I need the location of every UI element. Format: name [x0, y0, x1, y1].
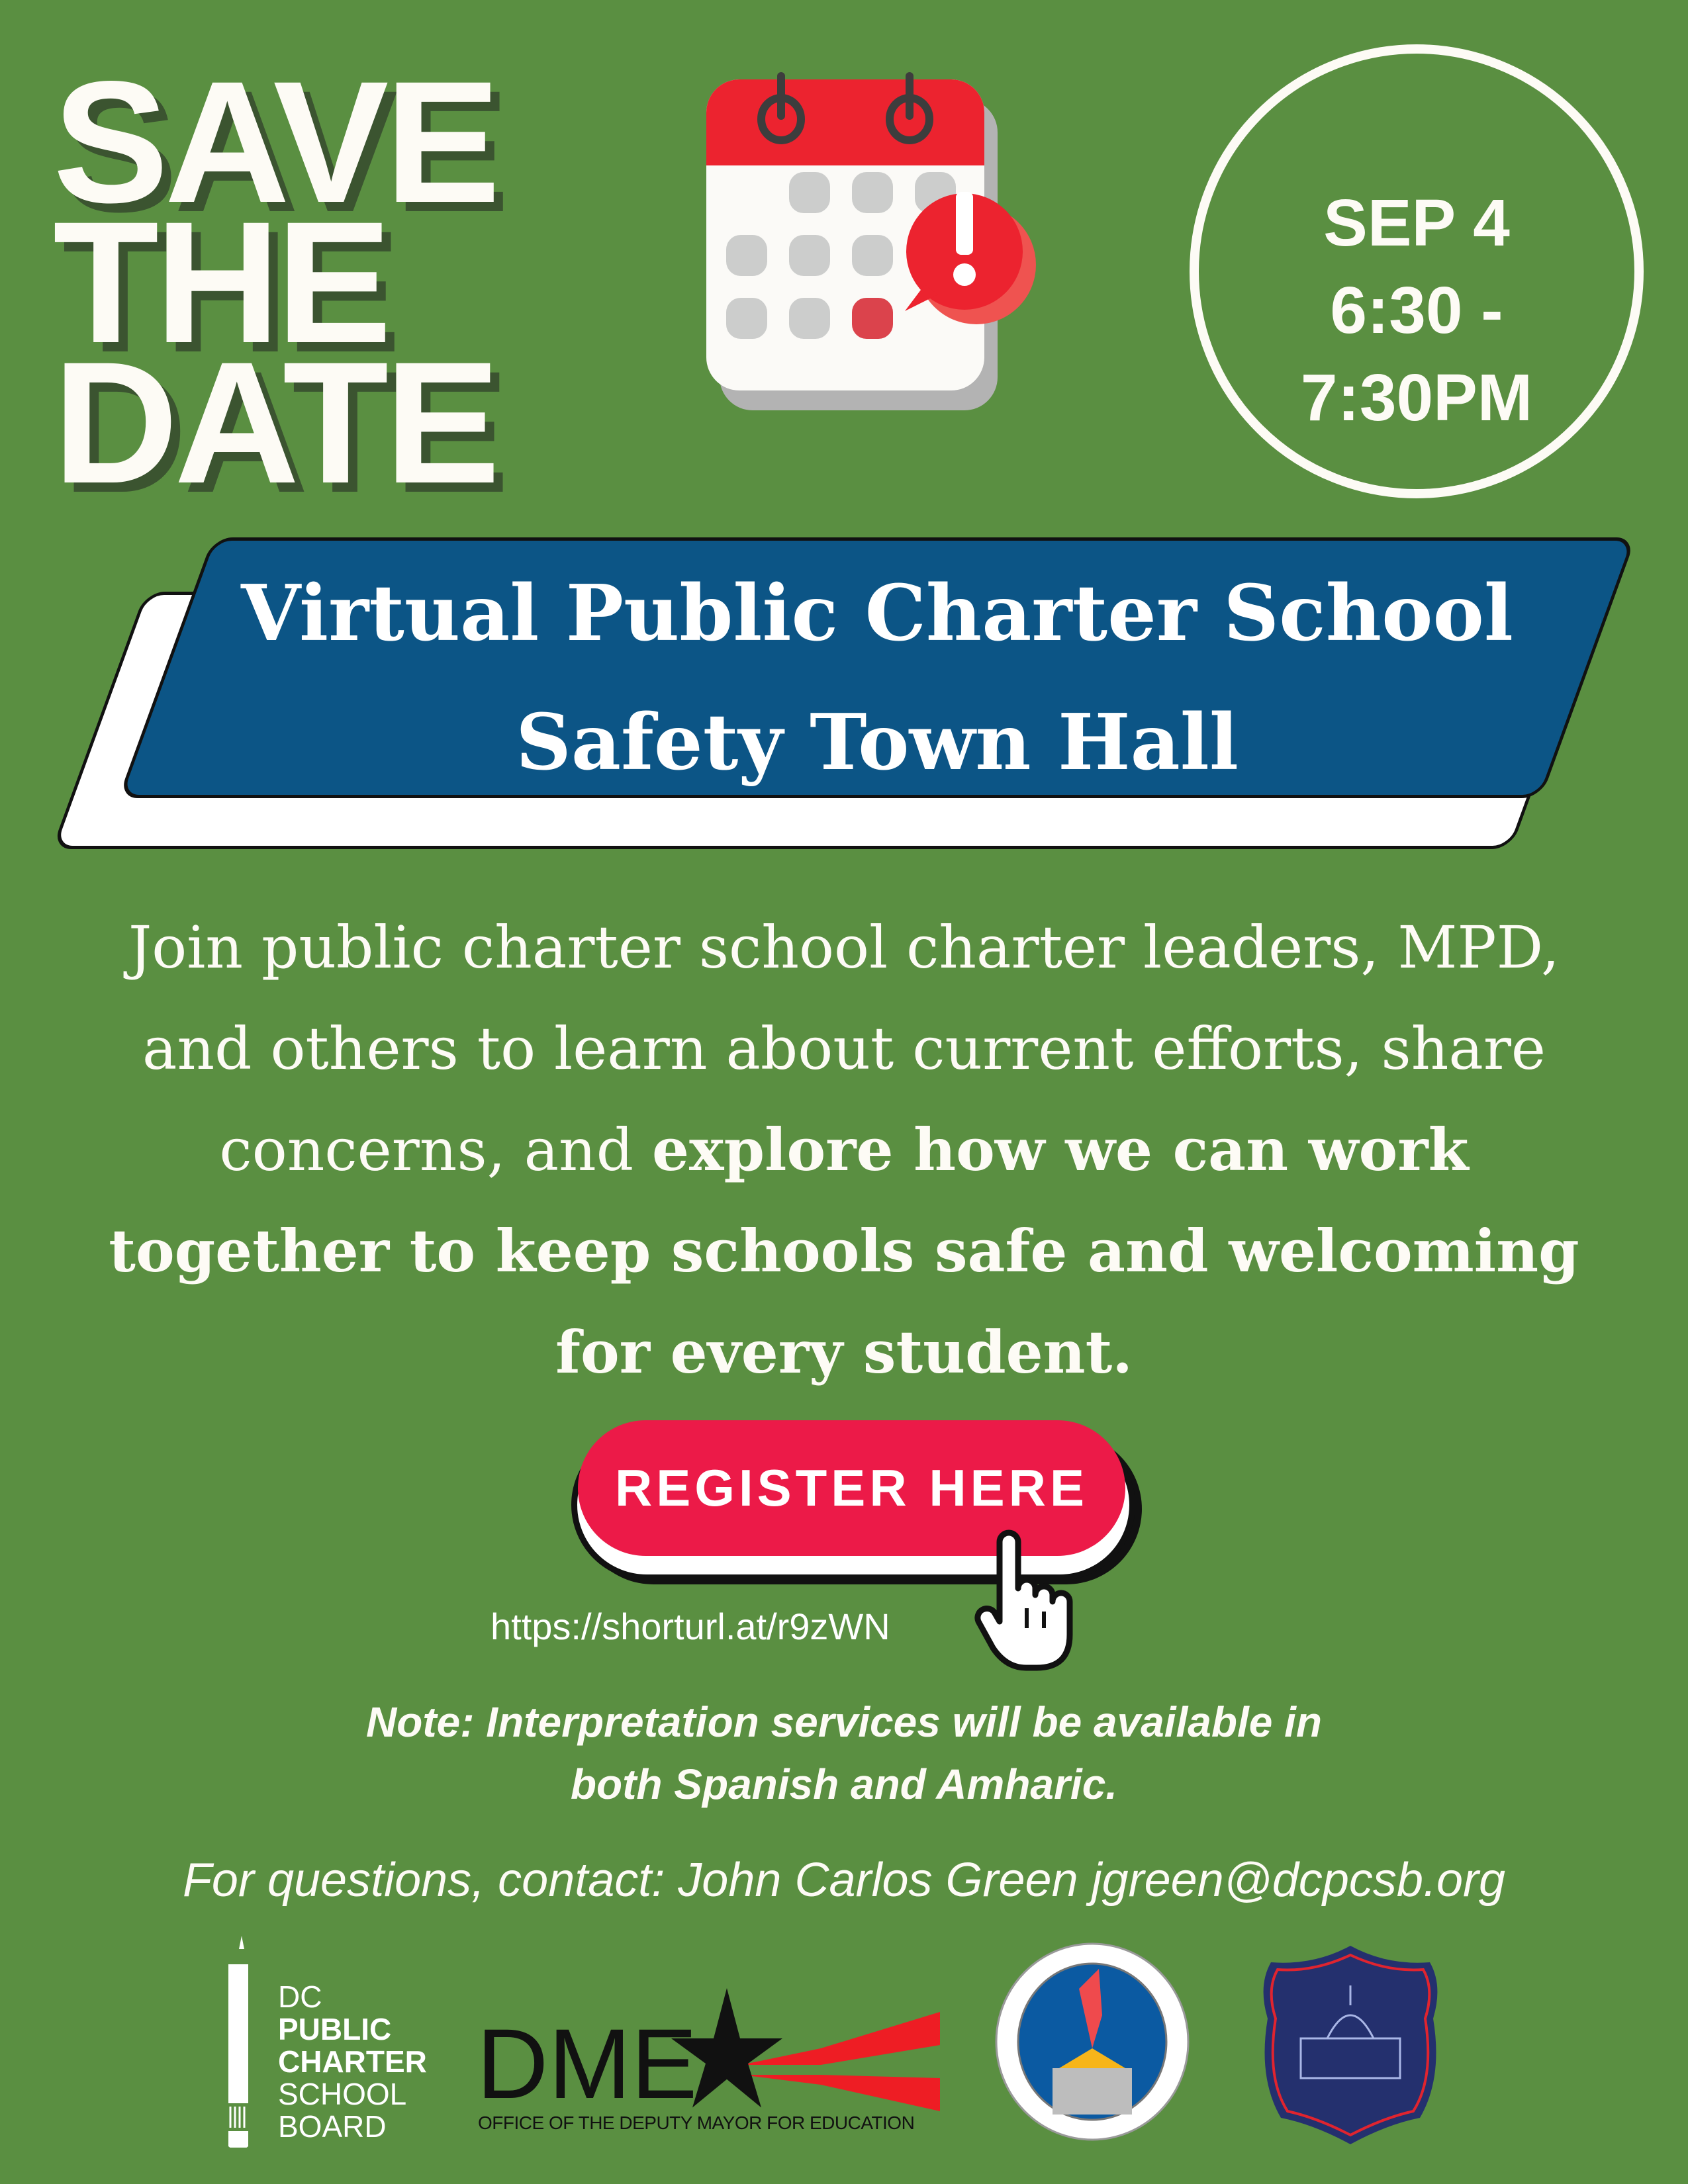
- note-line: both Spanish and Amharic.: [570, 1760, 1118, 1808]
- event-date: SEP 4: [1323, 186, 1510, 260]
- save-the-date-headline: [53, 45, 497, 520]
- pointer-hand-icon: [973, 1529, 1079, 1674]
- event-time-end: 7:30PM: [1300, 361, 1533, 435]
- logo-word: CHARTER: [278, 2044, 427, 2079]
- register-button[interactable]: REGISTER HERE: [578, 1420, 1125, 1556]
- logo-word: BOARD: [278, 2109, 387, 2144]
- interpretation-note: [99, 1691, 1589, 1815]
- headline-line: THE: [53, 185, 388, 379]
- note-line: Note: Interpretation services will be available in: [365, 1698, 1323, 1746]
- event-description: [99, 897, 1589, 1403]
- dme-subtitle: OFFICE OF THE DEPUTY MAYOR FOR EDUCATION: [478, 2113, 915, 2133]
- event-title-line: Safety Town Hall: [516, 698, 1239, 788]
- logo-word: SCHOOL: [278, 2077, 407, 2111]
- dme-wordmark: DME: [477, 2008, 698, 2111]
- dcpcsb-logo-text: [278, 1981, 427, 2143]
- dme-logo: [477, 1985, 940, 2111]
- logo-word: DC: [278, 1979, 322, 2014]
- calendar-alert-icon: [706, 66, 1051, 417]
- description-text: Join public charter school charter leaders, MPD, and others to learn about current efforts, share concerns, and: [128, 913, 1560, 1184]
- description-emphasis: explore how we can work together to keep schools safe and welcoming for every student.: [109, 1115, 1579, 1387]
- event-time-start: 6:30 -: [1330, 273, 1503, 347]
- metropolitan-police-badge: [1254, 1946, 1446, 2144]
- logo-word: PUBLIC: [278, 2012, 392, 2046]
- contact-info: For questions, contact: John Carlos Green jgreen@dcpcsb.org: [182, 1854, 1506, 1907]
- event-time-badge: [1190, 44, 1644, 498]
- headline-line: DATE: [53, 326, 496, 520]
- event-title-line: Virtual Public Charter School: [241, 569, 1513, 659]
- headline-line: SAVE: [53, 45, 497, 239]
- attorney-general-seal: [993, 1942, 1192, 2141]
- event-title: [99, 549, 1655, 807]
- register-url-link[interactable]: https://shorturl.at/r9zWN: [491, 1606, 890, 1647]
